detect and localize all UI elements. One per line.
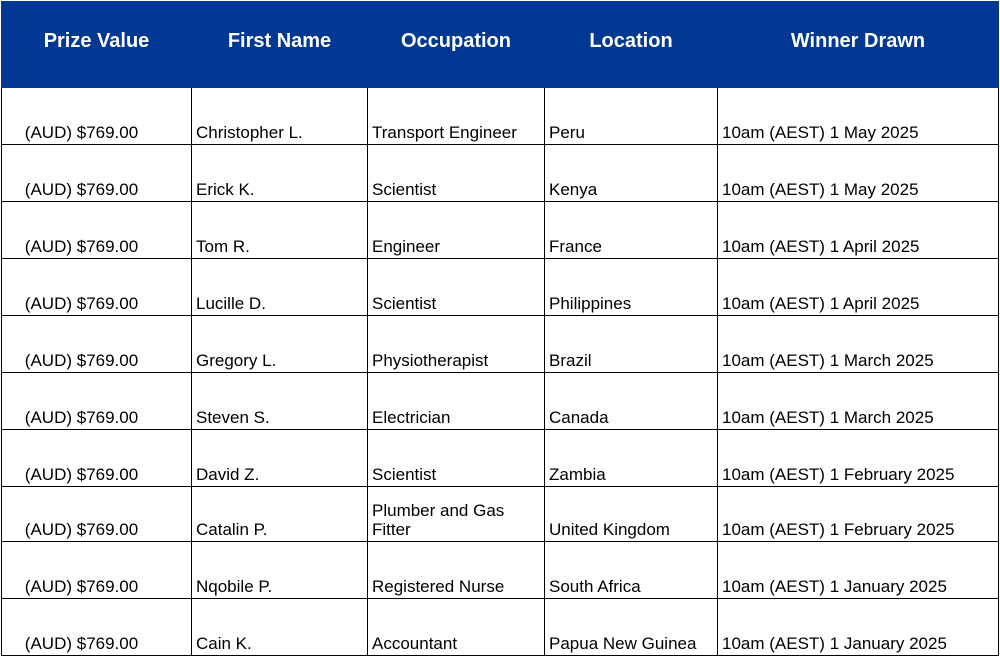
table-header bbox=[2, 2, 999, 88]
first-name-cell: Gregory L. bbox=[192, 316, 368, 373]
table-row bbox=[2, 259, 999, 316]
table-row bbox=[2, 487, 999, 542]
prize-value-cell: (AUD) $769.00 bbox=[2, 599, 192, 656]
location-cell: South Africa bbox=[545, 542, 718, 599]
winner-drawn-cell: 10am (AEST) 1 May 2025 bbox=[718, 88, 999, 145]
prize-value-cell: (AUD) $769.00 bbox=[2, 487, 192, 542]
winner-drawn-cell: 10am (AEST) 1 February 2025 bbox=[718, 430, 999, 487]
table-body bbox=[2, 88, 999, 656]
occupation-cell: Engineer bbox=[368, 202, 545, 259]
location-cell: Papua New Guinea bbox=[545, 599, 718, 656]
first-name-cell: Tom R. bbox=[192, 202, 368, 259]
winner-drawn-cell: 10am (AEST) 1 March 2025 bbox=[718, 373, 999, 430]
winner-drawn-cell: 10am (AEST) 1 April 2025 bbox=[718, 259, 999, 316]
first-name-cell: Christopher L. bbox=[192, 88, 368, 145]
occupation-cell: Scientist bbox=[368, 259, 545, 316]
location-cell: Kenya bbox=[545, 145, 718, 202]
header-row bbox=[2, 2, 999, 88]
table-row bbox=[2, 430, 999, 487]
location-cell: United Kingdom bbox=[545, 487, 718, 542]
first-name-cell: Cain K. bbox=[192, 599, 368, 656]
prize-value-cell: (AUD) $769.00 bbox=[2, 373, 192, 430]
prize-value-cell: (AUD) $769.00 bbox=[2, 542, 192, 599]
prize-value-cell: (AUD) $769.00 bbox=[2, 259, 192, 316]
winner-drawn-cell: 10am (AEST) 1 February 2025 bbox=[718, 487, 999, 542]
header-prize-value: Prize Value bbox=[2, 2, 192, 88]
header-first-name: First Name bbox=[192, 2, 368, 88]
table-row bbox=[2, 316, 999, 373]
table-row bbox=[2, 88, 999, 145]
first-name-cell: Nqobile P. bbox=[192, 542, 368, 599]
location-cell: Peru bbox=[545, 88, 718, 145]
winners-table bbox=[1, 1, 999, 656]
occupation-cell: Scientist bbox=[368, 430, 545, 487]
first-name-cell: David Z. bbox=[192, 430, 368, 487]
location-cell: Brazil bbox=[545, 316, 718, 373]
occupation-cell: Registered Nurse bbox=[368, 542, 545, 599]
occupation-cell: Plumber and Gas Fitter bbox=[368, 487, 545, 542]
occupation-cell: Physiotherapist bbox=[368, 316, 545, 373]
prize-value-cell: (AUD) $769.00 bbox=[2, 430, 192, 487]
prize-value-cell: (AUD) $769.00 bbox=[2, 316, 192, 373]
first-name-cell: Erick K. bbox=[192, 145, 368, 202]
winner-drawn-cell: 10am (AEST) 1 January 2025 bbox=[718, 542, 999, 599]
occupation-cell: Transport Engineer bbox=[368, 88, 545, 145]
first-name-cell: Steven S. bbox=[192, 373, 368, 430]
occupation-cell: Accountant bbox=[368, 599, 545, 656]
location-cell: Zambia bbox=[545, 430, 718, 487]
location-cell: France bbox=[545, 202, 718, 259]
winner-drawn-cell: 10am (AEST) 1 April 2025 bbox=[718, 202, 999, 259]
header-occupation: Occupation bbox=[368, 2, 545, 88]
location-cell: Canada bbox=[545, 373, 718, 430]
occupation-cell: Scientist bbox=[368, 145, 545, 202]
prize-value-cell: (AUD) $769.00 bbox=[2, 145, 192, 202]
first-name-cell: Catalin P. bbox=[192, 487, 368, 542]
first-name-cell: Lucille D. bbox=[192, 259, 368, 316]
winner-drawn-cell: 10am (AEST) 1 March 2025 bbox=[718, 316, 999, 373]
table-row bbox=[2, 373, 999, 430]
prize-value-cell: (AUD) $769.00 bbox=[2, 202, 192, 259]
winner-drawn-cell: 10am (AEST) 1 May 2025 bbox=[718, 145, 999, 202]
location-cell: Philippines bbox=[545, 259, 718, 316]
header-location: Location bbox=[545, 2, 718, 88]
occupation-cell: Electrician bbox=[368, 373, 545, 430]
table-row bbox=[2, 599, 999, 656]
prize-value-cell: (AUD) $769.00 bbox=[2, 88, 192, 145]
header-winner-drawn: Winner Drawn bbox=[718, 2, 999, 88]
table-row bbox=[2, 145, 999, 202]
table-row bbox=[2, 202, 999, 259]
winner-drawn-cell: 10am (AEST) 1 January 2025 bbox=[718, 599, 999, 656]
table-row bbox=[2, 542, 999, 599]
